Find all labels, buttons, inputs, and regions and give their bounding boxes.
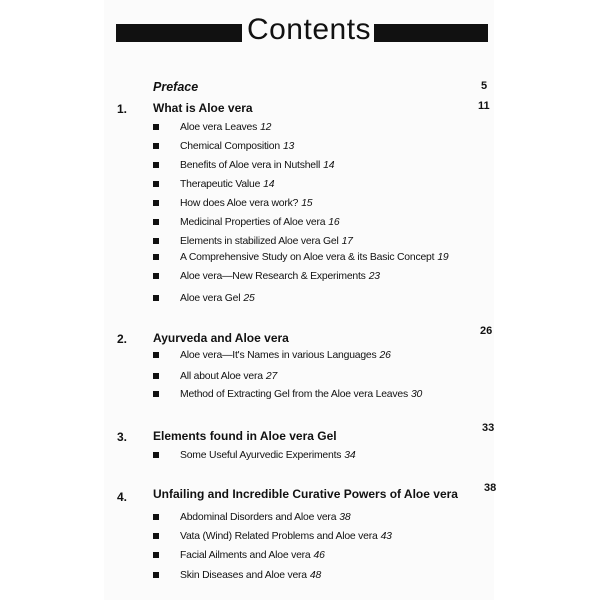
bullet-icon xyxy=(153,552,159,558)
toc-item xyxy=(153,547,325,563)
contents-header xyxy=(112,12,488,48)
bullet-icon xyxy=(153,200,159,206)
chapter-title: Unfailing and Incredible Curative Powers of Aloe vera xyxy=(153,487,458,501)
bullet-icon xyxy=(153,533,159,539)
header-bar-right xyxy=(374,24,488,42)
toc-item-text: Chemical Composition xyxy=(180,140,280,152)
bullet-icon xyxy=(153,273,159,279)
toc-item xyxy=(153,138,294,154)
bullet-icon xyxy=(153,124,159,130)
chapter-title: What is Aloe vera xyxy=(153,101,253,115)
chapter-page: 38 xyxy=(484,482,497,494)
chapter-number: 3. xyxy=(117,430,128,444)
toc-item-text: Method of Extracting Gel from the Aloe vera Leaves xyxy=(180,388,408,400)
toc-item-page: 23 xyxy=(368,270,380,282)
chapter-number: 2. xyxy=(117,332,128,346)
chapter-page: 11 xyxy=(478,100,490,112)
toc-item xyxy=(153,176,274,192)
toc-item xyxy=(153,195,312,211)
toc-item-text: All about Aloe vera xyxy=(180,370,263,382)
bullet-icon xyxy=(153,514,159,520)
chapter-title: Ayurveda and Aloe vera xyxy=(153,331,289,345)
toc-item-text: Vata (Wind) Related Problems and Aloe vera xyxy=(180,530,378,542)
toc-item-page: 19 xyxy=(437,251,449,263)
bullet-icon xyxy=(153,162,159,168)
toc-item-page: 16 xyxy=(328,216,340,228)
toc-item-page: 48 xyxy=(309,569,322,581)
toc-item-text: Aloe vera Leaves xyxy=(180,121,258,133)
bullet-icon xyxy=(153,254,159,260)
toc-item-page: 15 xyxy=(301,197,313,209)
toc-item xyxy=(153,268,380,284)
toc-item-page: 46 xyxy=(313,549,325,561)
toc-item-page: 38 xyxy=(339,511,351,523)
toc-item-page: 34 xyxy=(344,449,356,461)
toc-item xyxy=(153,290,255,306)
toc-item-page: 14 xyxy=(263,178,275,190)
bullet-icon xyxy=(153,373,159,379)
toc-item-text: Skin Diseases and Aloe vera xyxy=(180,569,307,581)
toc-item-page: 26 xyxy=(379,349,391,361)
page-title: Contents xyxy=(246,13,372,46)
toc-item xyxy=(153,233,353,249)
bullet-icon xyxy=(153,143,159,149)
toc-item-text: Aloe vera Gel xyxy=(180,292,241,304)
toc-item xyxy=(153,347,391,363)
bullet-icon xyxy=(153,572,159,578)
toc-item-page: 25 xyxy=(243,292,255,304)
toc-item xyxy=(153,447,355,463)
chapter-number: 4. xyxy=(117,490,128,504)
toc-item-text: Benefits of Aloe vera in Nutshell xyxy=(180,159,321,171)
toc-item xyxy=(153,119,271,135)
bullet-icon xyxy=(153,219,159,225)
chapter-number: 1. xyxy=(117,102,128,116)
bullet-icon xyxy=(153,352,159,358)
bullet-icon xyxy=(153,181,159,187)
preface-page: 5 xyxy=(481,80,488,92)
chapter-title: Elements found in Aloe vera Gel xyxy=(153,429,337,443)
toc-item-text: Elements in stabilized Aloe vera Gel xyxy=(180,235,339,247)
header-bar-left xyxy=(116,24,242,42)
toc-item-text: How does Aloe vera work? xyxy=(180,197,299,209)
toc-item-text: Facial Ailments and Aloe vera xyxy=(180,549,311,561)
toc-item xyxy=(153,567,321,583)
toc-item-text: Aloe vera—It's Names in various Languages xyxy=(180,349,377,361)
toc-item-page: 13 xyxy=(282,140,295,152)
toc-item-text: A Comprehensive Study on Aloe vera & its Basic Concept xyxy=(180,251,435,263)
bullet-icon xyxy=(153,391,159,397)
toc-item xyxy=(153,157,334,173)
toc-item xyxy=(153,509,350,525)
toc-item xyxy=(153,528,392,544)
toc-item xyxy=(153,368,277,384)
toc-item-page: 30 xyxy=(410,388,423,400)
toc-item-text: Aloe vera—New Research & Experiments xyxy=(180,270,366,282)
toc-item-text: Abdominal Disorders and Aloe vera xyxy=(180,511,337,523)
bullet-icon xyxy=(153,238,159,244)
bullet-icon xyxy=(153,295,159,301)
chapter-page: 33 xyxy=(482,422,495,434)
toc-item-text: Some Useful Ayurvedic Experiments xyxy=(180,449,342,461)
toc-item-page: 43 xyxy=(380,530,392,542)
bullet-icon xyxy=(153,452,159,458)
chapter-page: 26 xyxy=(480,325,493,337)
toc-item xyxy=(153,386,422,402)
toc-item-page: 27 xyxy=(265,370,278,382)
toc-item xyxy=(153,249,448,265)
toc-item-page: 12 xyxy=(260,121,272,133)
toc-item-text: Therapeutic Value xyxy=(180,178,261,190)
preface-label: Preface xyxy=(153,80,199,94)
toc-item-page: 17 xyxy=(341,235,353,247)
toc-item-text: Medicinal Properties of Aloe vera xyxy=(180,216,326,228)
toc-item xyxy=(153,214,339,230)
toc-item-page: 14 xyxy=(323,159,335,171)
